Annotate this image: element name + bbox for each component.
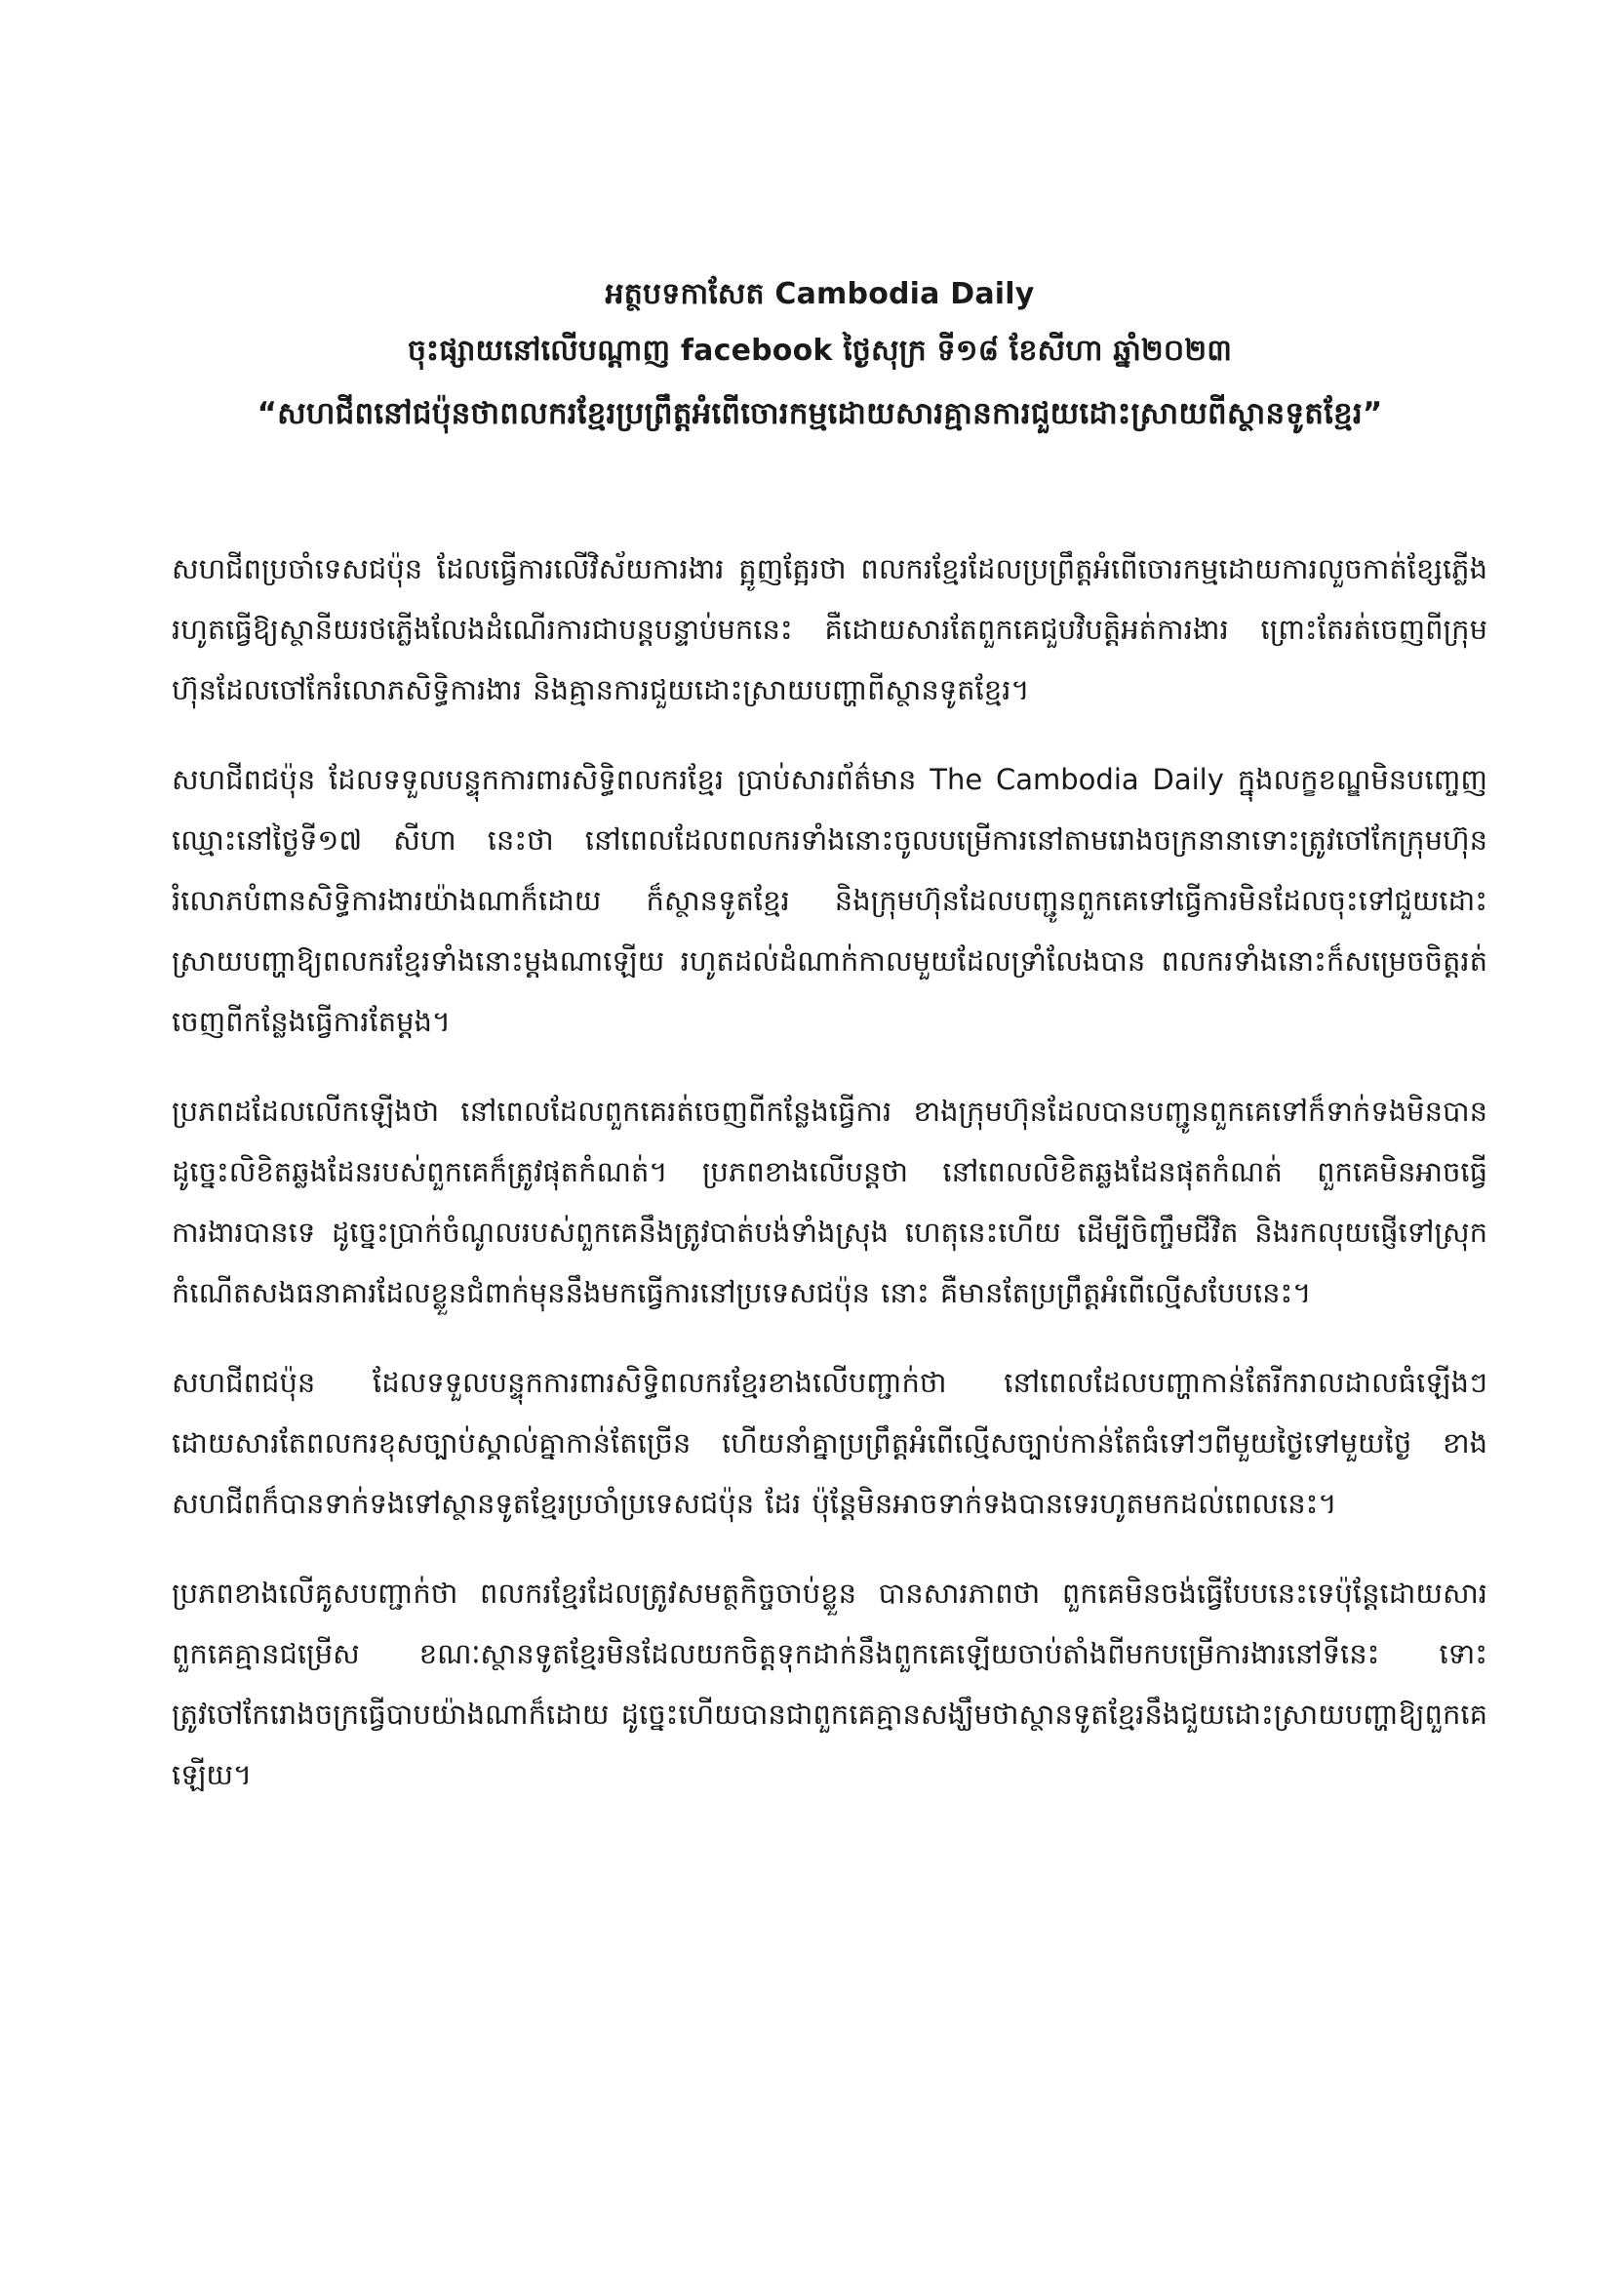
header-publication-line: ចុះផ្សាយនៅលើបណ្ដាញ facebook ថ្ងៃសុក្រ ទី១៨ ខែសីហា ឆ្នាំ២០២៣: [407, 334, 1233, 368]
paragraph-4: សហជីពជប៉ុន ដែលទទួលបន្ទុកការពារសិទ្ធិពលករខ្មែរខាងលើបញ្ជាក់ថា នៅពេលដែលបញ្ហាកាន់តែរីករាលដាលធំឡើងៗ ដោយសារតែពលករខុសច្បាប់ស្គាល់គ្នាកាន់តែច្រើន ហើយនាំគ្នាប្រព្រឹត្តអំពើល្មើសច្បាប់កាន់តែធំទៅៗពីមួយថ្ងៃទៅមួយថ្ងៃ ខាងសហជីពក៏បានទាក់ទងទៅស្ថានទូតខ្មែរប្រចាំប្រទេសជប៉ុន ដែរ ប៉ុន្តែមិនអាចទាក់ទងបានទេរហូតមកដល់ពេលនេះ។: [172, 1366, 1487, 1520]
header-source-line: អត្ថបទកាសែត Cambodia Daily: [605, 277, 1035, 311]
paragraph-3: ប្រភពដដែលលើកឡើងថា នៅពេលដែលពួកគេរត់ចេញពីកន្លែងធ្វើការ ខាងក្រុមហ៊ុនដែលបានបញ្ជូនពួកគេទៅក៏ទាក់ទងមិនបាន ដូច្នេះលិខិតឆ្លងដែនរបស់ពួកគេក៏ត្រូវផុតកំណត់។ ប្រភពខាងលើបន្តថា នៅពេលលិខិតឆ្លងដែនផុតកំណត់ ពួកគេមិនអាចធ្វើការងារបានទេ ដូច្នេះប្រាក់ចំណូលរបស់ពួកគេនឹងត្រូវបាត់បង់ទាំងស្រុង ហេតុនេះហើយ ដើម្បីចិញ្ចឹមជីវិត និងរកលុយផ្ញើទៅស្រុកកំណើតសងធនាគារដែលខ្លួនជំពាក់មុននឹងមកធ្វើការនៅប្រទេសជប៉ុន នោះ គឺមានតែប្រព្រឹត្តអំពើល្មើសបែបនេះ។: [172, 1095, 1487, 1309]
article-title: “សហជីពនៅជប៉ុនថាពលករខ្មែរប្រព្រឹត្តអំពើចោរកម្មដោយសារគ្មានការជួយដោះស្រាយពីស្ថានទូតខ្មែរ”: [257, 396, 1383, 431]
paragraph-5: ប្រភពខាងលើគូសបញ្ជាក់ថា ពលករខ្មែរដែលត្រូវសមត្ថកិច្ចចាប់ខ្លួន បានសារភាពថា ពួកគេមិនចង់ធ្វើបែបនេះទេប៉ុន្តែដោយសារពួកគេគ្មានជម្រើស ខណៈស្ថានទូតខ្មែរមិនដែលយកចិត្តទុកដាក់នឹងពួកគេឡើយចាប់តាំងពីមកបម្រើការងារនៅទីនេះ ទោះត្រូវចៅកែរោងចក្រធ្វើបាបយ៉ាងណាក៏ដោយ ដូច្នេះហើយបានជាពួកគេគ្មានសង្ឃឹមថាស្ថានទូតខ្មែរនឹងជួយដោះស្រាយបញ្ហាឱ្យពួកគេឡើយ។: [172, 1577, 1487, 1791]
document-header: [152, 275, 1487, 433]
paragraph-2: សហជីពជប៉ុន ដែលទទួលបន្ទុកការពារសិទ្ធិពលករខ្មែរ ប្រាប់សារព័ត៌មាន The Cambodia Daily ក្នុងលក្ខខណ្ឌមិនបញ្ចេញឈ្មោះនៅថ្ងៃទី១៧ សីហា នេះថា នៅពេលដែលពលករទាំងនោះចូលបម្រើការនៅតាមរោងចក្រនានាទោះត្រូវចៅកែក្រុមហ៊ុនរំលោភបំពានសិទ្ធិការងារយ៉ាងណាក៏ដោយ ក៏ស្ថានទូតខ្មែរ និងក្រុមហ៊ុនដែលបញ្ជូនពួកគេទៅធ្វើការមិនដែលចុះទៅជួយដោះស្រាយបញ្ហាឱ្យពលករខ្មែរទាំងនោះម្ដងណាឡើយ រហូតដល់ដំណាក់កាលមួយដែលទ្រាំលែងបាន ពលករទាំងនោះក៏សម្រេចចិត្តរត់ចេញពីកន្លែងធ្វើការតែម្ដង។: [172, 763, 1487, 1038]
document-body: [172, 539, 1487, 1805]
paragraph-1: សហជីពប្រចាំទេសជប៉ុន ដែលធ្វើការលើវិស័យការងារ ត្អូញត្អែរថា ពលករខ្មែរដែលប្រព្រឹត្តអំពើចោរកម្មដោយការលួចកាត់ខ្សែភ្លើងរហូតធ្វើឱ្យស្ថានីយរថភ្លើងលែងដំណើរការជាបន្តបន្ទាប់មកនេះ គឺដោយសារតែពួកគេជួបវិបត្តិអត់ការងារ ព្រោះតែរត់ចេញពីក្រុមហ៊ុនដែលចៅកែរំលោភសិទ្ធិការងារ និងគ្មានការជួយដោះស្រាយបញ្ហាពីស្ថានទូតខ្មែរ។: [172, 552, 1487, 706]
